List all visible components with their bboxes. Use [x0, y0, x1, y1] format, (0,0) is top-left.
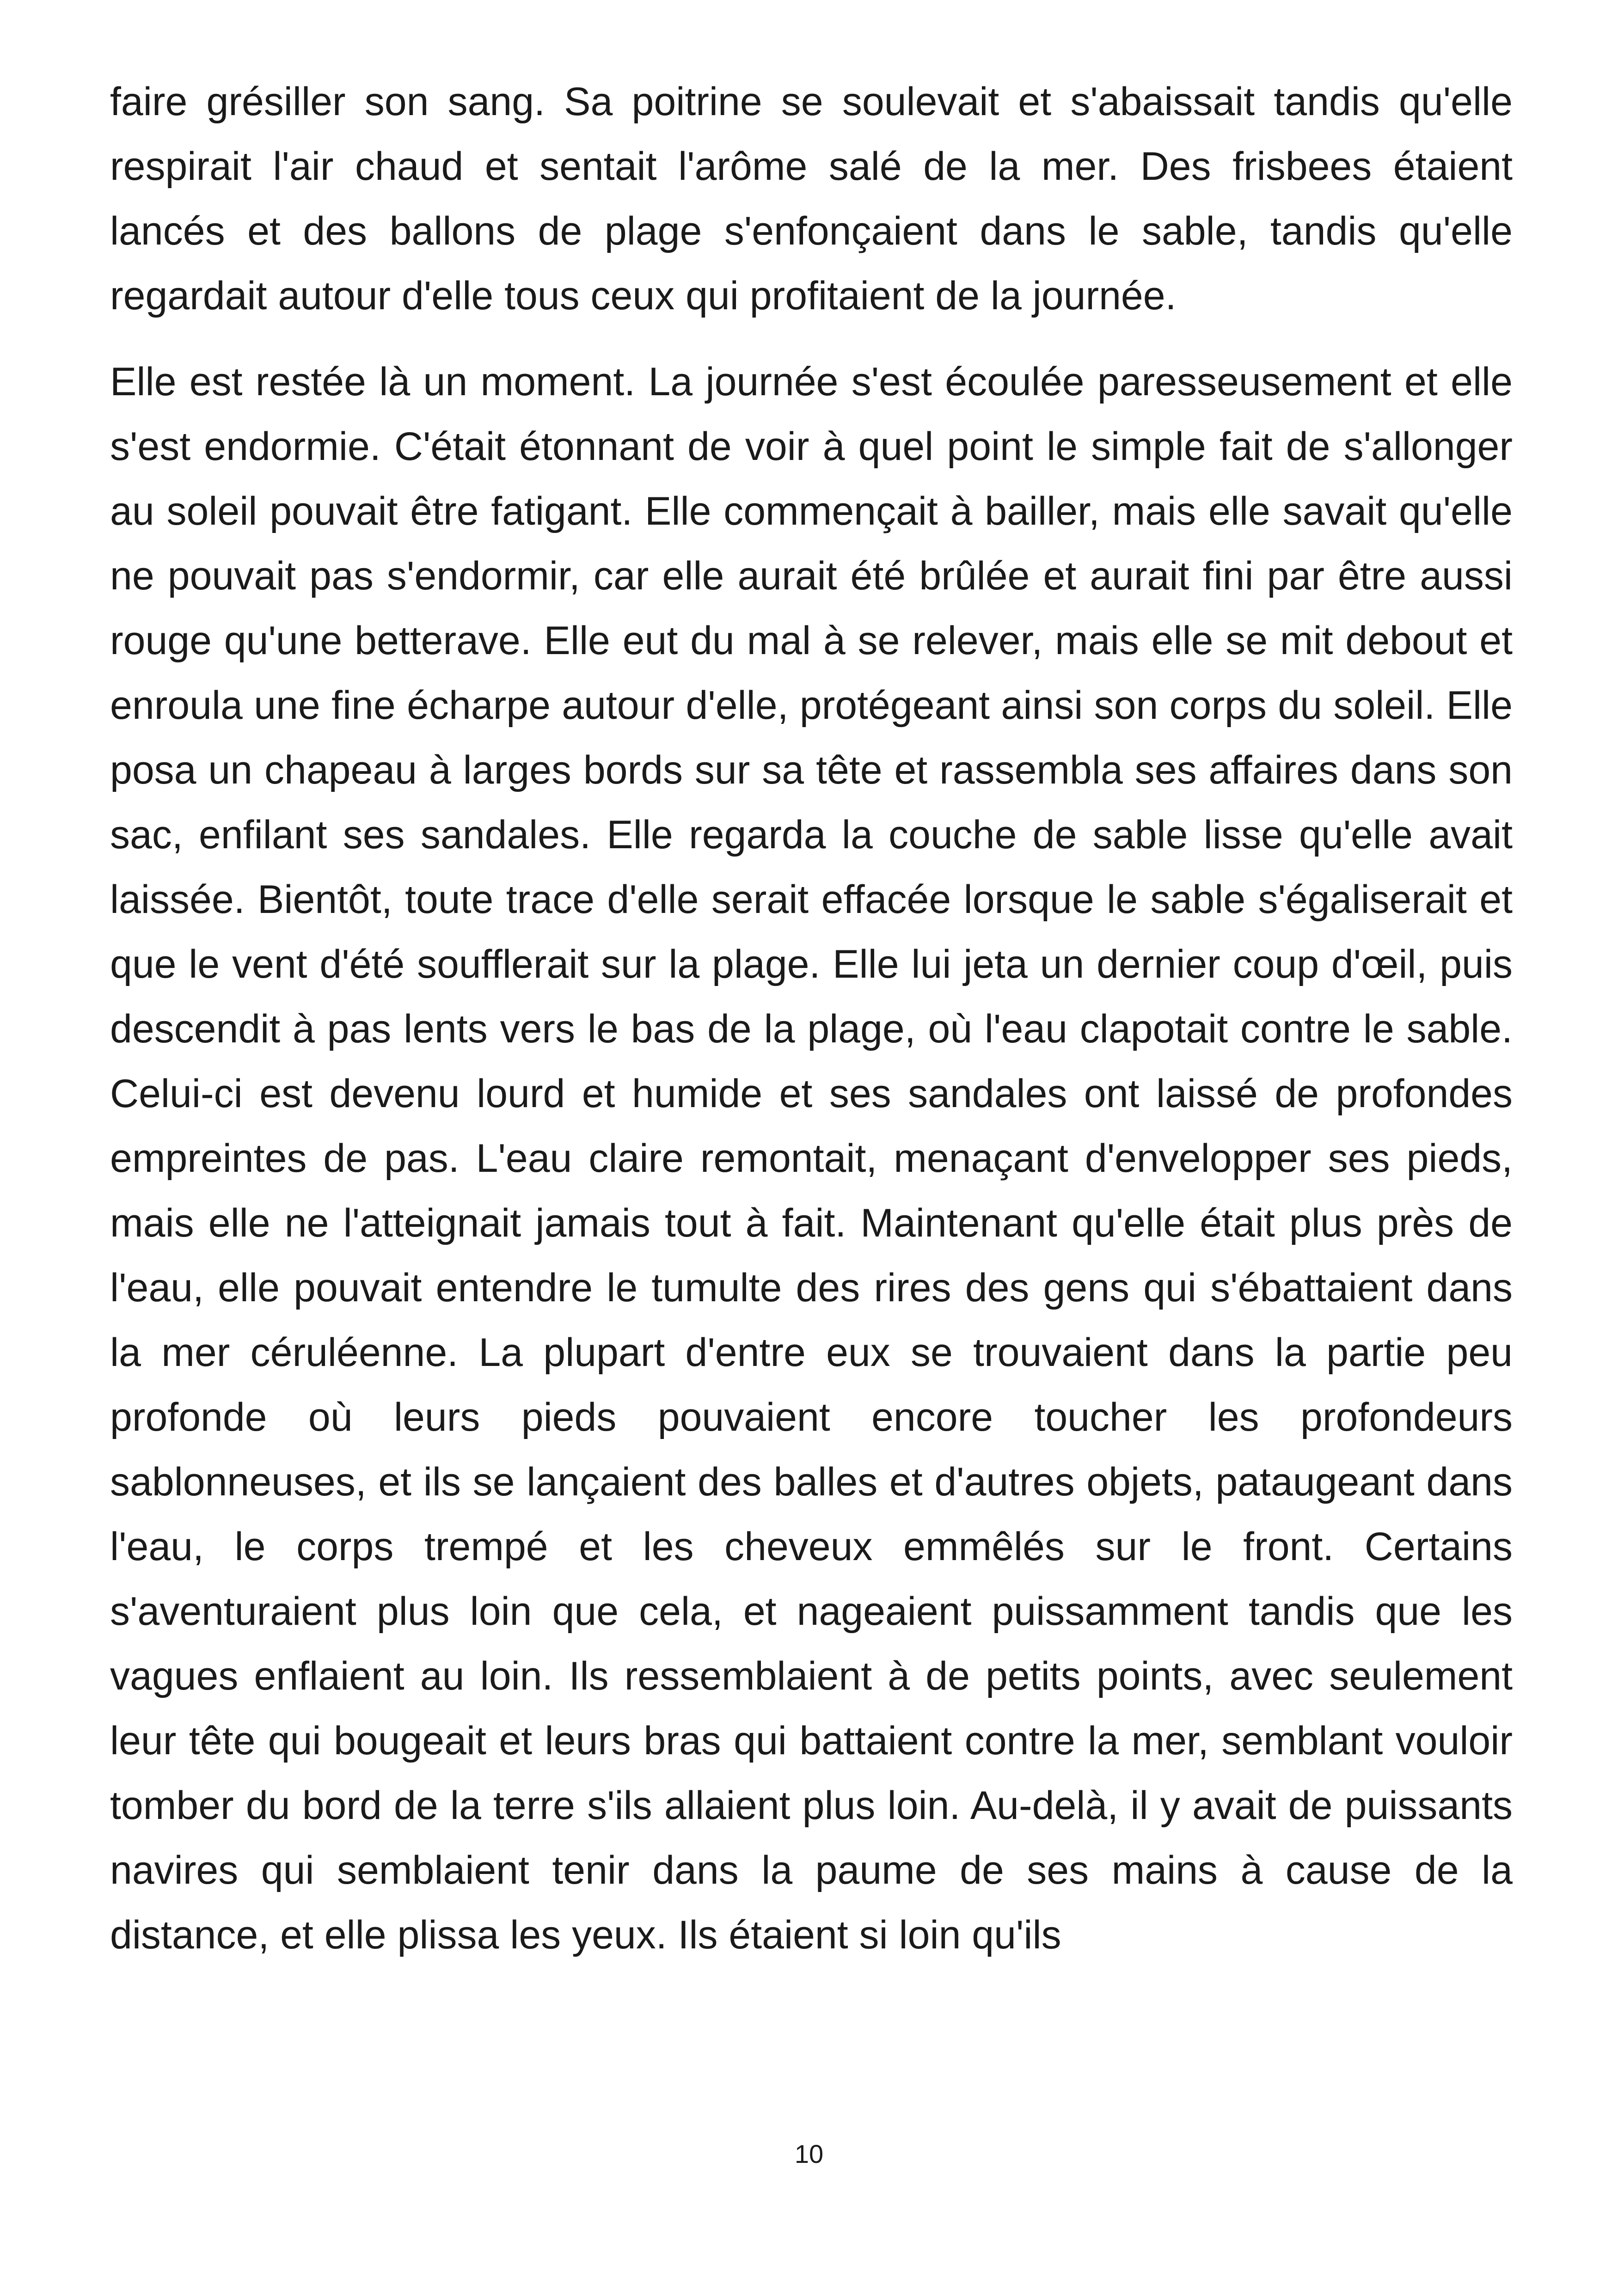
body-text [110, 69, 1513, 1989]
page-number: 10 [794, 2139, 824, 2168]
paragraph-1: faire grésiller son sang. Sa poitrine se soulevait et s'abaissait tandis qu'elle respirait l'air chaud et sentait l'arôme salé de la mer. Des frisbees étaient lancés et des ballons de plage s'enfonçaient dans le sable, tandis qu'elle regardait autour d'elle tous ceux qui profitaient de la journée. [110, 80, 1513, 318]
paragraph-2: Elle est restée là un moment. La journée s'est écoulée paresseusement et elle s'est endormie. C'était étonnant de voir à quel point le simple fait de s'allonger au soleil pouvait être fatigant. Elle commençait à bailler, mais elle savait qu'elle ne pouvait pas s'endormir, car elle aurait été brûlée et aurait fini par être aussi rouge qu'une betterave. Elle eut du mal à se relever, mais elle se mit debout et enroula une fine écharpe autour d'elle, protégeant ainsi son corps du soleil. Elle posa un chapeau à larges bords sur sa tête et rassembla ses affaires dans son sac, enfilant ses sandales. Elle regarda la couche de sable lisse qu'elle avait laissée. Bientôt, toute trace d'elle serait effacée lorsque le sable s'égaliserait et que le vent d'été soufflerait sur la plage. Elle lui jeta un dernier coup d'œil, puis descendit à pas lents vers le bas de la plage, où l'eau clapotait contre le sable. Celui-ci est devenu lourd et humide et ses sandales ont laissé de profondes empreintes de pas. L'eau claire remontait, menaçant d'envelopper ses pieds, mais elle ne l'atteignait jamais tout à fait. Maintenant qu'elle était plus près de l'eau, elle pouvait entendre le tumulte des rires des gens qui s'ébattaient dans la mer céruléenne. La plupart d'entre eux se trouvaient dans la partie peu profonde où leurs pieds pouvaient encore toucher les profondeurs sablonneuses, et ils se lançaient des balles et d'autres objets, pataugeant dans l'eau, le corps trempé et les cheveux emmêlés sur le front. Certains s'aventuraient plus loin que cela, et nageaient puissamment tandis que les vagues enflaient au loin. Ils ressemblaient à de petits points, avec seulement leur tête qui bougeait et leurs bras qui battaient contre la mer, semblant vouloir tomber du bord de la terre s'ils allaient plus loin. Au-delà, il y avait de puissants navires qui semblaient tenir dans la paume de ses mains à cause de la distance, et elle plissa les yeux. Ils étaient si loin qu'ils [110, 360, 1513, 1957]
